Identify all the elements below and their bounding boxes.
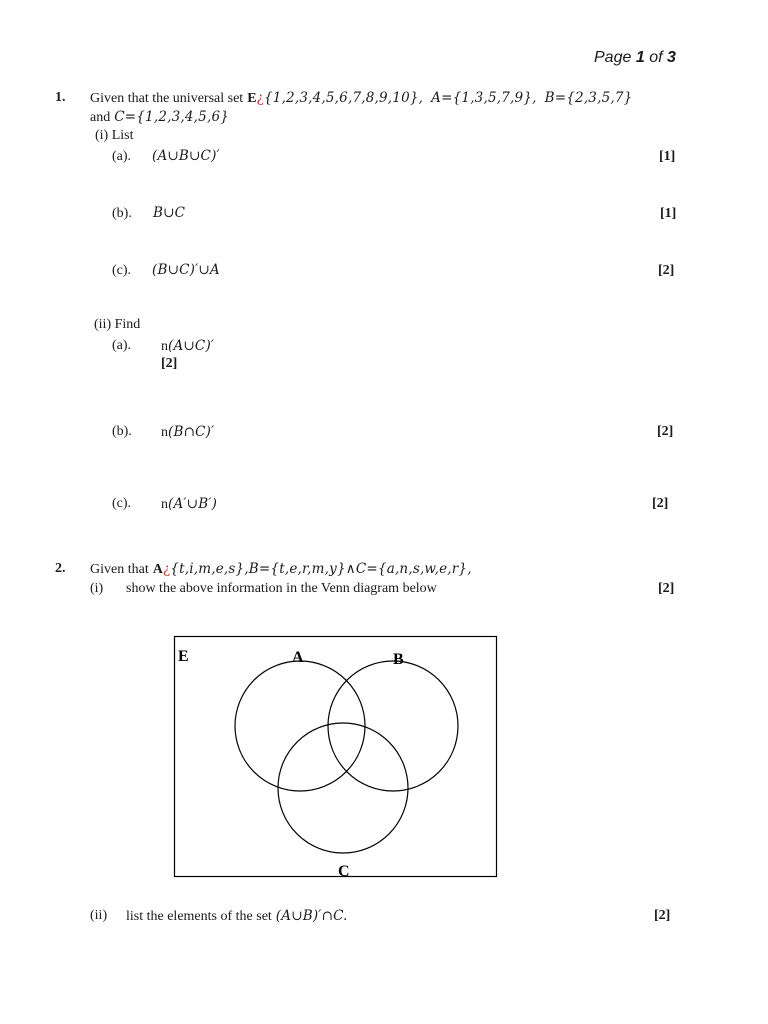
q2-a-separator: ¿ bbox=[162, 561, 171, 577]
q2-part-i-mark: [2] bbox=[658, 581, 675, 596]
venn-label-b: B bbox=[393, 651, 404, 668]
q1-ii-a-set: (A∪C)′ bbox=[168, 338, 215, 354]
q2-part-ii-text: list the elements of the set bbox=[126, 909, 272, 924]
q2-intro-text: Given that bbox=[90, 562, 149, 577]
page-number: 1 bbox=[635, 49, 645, 66]
q1-i-c-mark: [2] bbox=[658, 263, 675, 278]
q1-ii-c-set: (A′∪B′) bbox=[168, 496, 218, 512]
q2-part-ii bbox=[126, 907, 348, 925]
q1-number: 1. bbox=[55, 90, 66, 105]
q1-ii-b-set: (B∩C)′ bbox=[168, 424, 215, 440]
q1-and-word: and bbox=[90, 110, 111, 125]
q1-i-b-label: (b). bbox=[112, 206, 132, 221]
venn-label-c: C bbox=[338, 863, 350, 880]
q1-ii-a-mark: [2] bbox=[161, 356, 178, 371]
q1-ii-a-prefix: n bbox=[161, 339, 168, 354]
q2-part-i-number: (i) bbox=[90, 581, 104, 596]
q1-e-symbol: E bbox=[247, 91, 257, 106]
q1-i-a-expr: (A∪B∪C)′ bbox=[152, 148, 220, 164]
q1-ii-c-label: (c). bbox=[112, 496, 132, 511]
q1-part-ii-label: (ii) Find bbox=[94, 317, 141, 332]
q1-i-a-label: (a). bbox=[112, 149, 132, 164]
venn-circle-c bbox=[278, 723, 408, 853]
q2-part-i-text: show the above information in the Venn diagram below bbox=[126, 581, 437, 596]
venn-circle-a bbox=[235, 661, 365, 791]
q2-part-ii-number: (ii) bbox=[90, 908, 108, 923]
q1-ii-b-mark: [2] bbox=[657, 424, 674, 439]
q2-part-ii-expr: (A∪B)′∩C. bbox=[275, 908, 348, 924]
venn-label-e: E bbox=[178, 648, 189, 665]
q1-ii-b-label: (b). bbox=[112, 424, 132, 439]
q1-i-b-mark: [1] bbox=[660, 206, 677, 221]
of-word: of bbox=[649, 49, 663, 66]
q1-a-set: A={1,3,5,7,9}, bbox=[431, 90, 537, 106]
q2-number: 2. bbox=[55, 561, 66, 576]
q1-ii-c-mark: [2] bbox=[652, 496, 669, 511]
venn-label-a: A bbox=[292, 649, 304, 666]
q1-c-set: C={1,2,3,4,5,6} bbox=[114, 109, 230, 125]
q1-i-c-label: (c). bbox=[112, 263, 132, 278]
q1-b-set: B={2,3,5,7} bbox=[544, 90, 633, 106]
q1-e-set: {1,2,3,4,5,6,7,8,9,10}, bbox=[263, 90, 424, 106]
q1-i-b-expr: B∪C bbox=[153, 205, 186, 221]
q2-part-ii-mark: [2] bbox=[654, 908, 671, 923]
q1-i-a-mark: [1] bbox=[659, 149, 676, 164]
q1-intro-text: Given that the universal set bbox=[90, 91, 244, 106]
q2-sets: {t,i,m,e,s},B={t,e,r,m,y}∧C={a,n,s,w,e,r}, bbox=[170, 561, 472, 577]
q1-ii-b-prefix: n bbox=[161, 425, 168, 440]
q1-i-c-expr: (B∪C)′∪A bbox=[152, 262, 220, 278]
q1-ii-c-prefix: n bbox=[161, 497, 168, 512]
q1-ii-a-label: (a). bbox=[112, 338, 132, 353]
page-word: Page bbox=[594, 49, 632, 66]
q1-e-separator: ¿ bbox=[256, 90, 264, 106]
page-total: 3 bbox=[666, 49, 676, 66]
venn-circle-b bbox=[328, 661, 458, 791]
q1-part-i-label: (i) List bbox=[95, 128, 134, 143]
q2-a-symbol: A bbox=[152, 562, 163, 577]
